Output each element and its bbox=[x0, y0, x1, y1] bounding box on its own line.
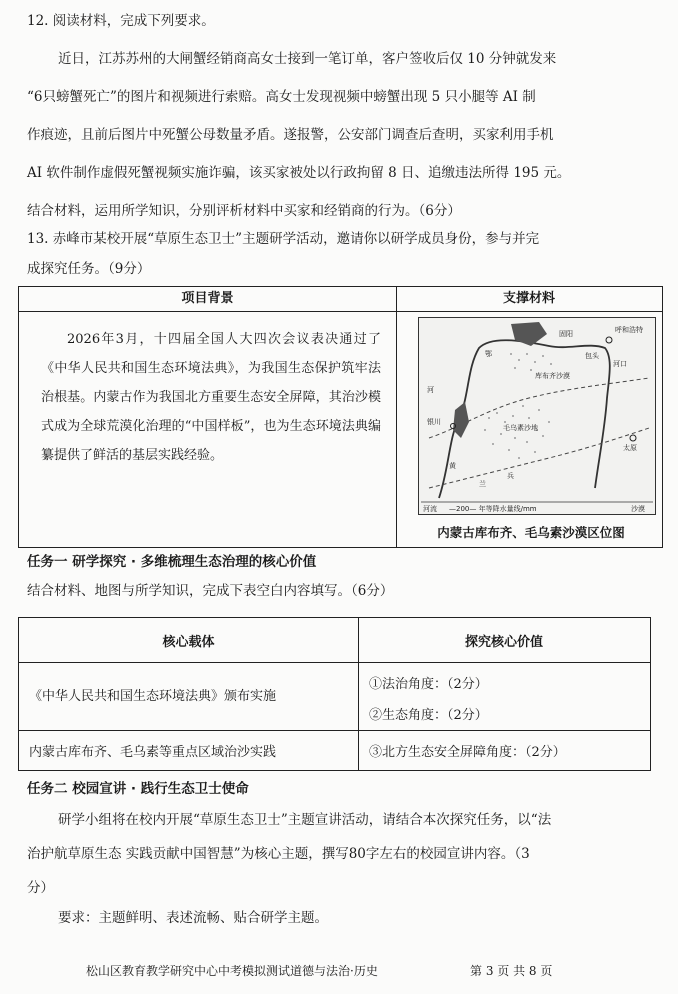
map-legend-river: 河流 bbox=[423, 505, 437, 513]
desert-location-map bbox=[418, 317, 656, 515]
row2-carrier: 内蒙古库布齐、毛乌素等重点区域治沙实践 bbox=[29, 745, 277, 760]
task1-instruction: 结合材料、地图与所学知识，完成下表空白内容填写。（6分） bbox=[27, 583, 394, 599]
task1-title: 任务一 研学探究 · 多维梳理生态治理的核心价值 bbox=[27, 554, 317, 570]
core-value-table bbox=[18, 617, 651, 771]
header-core-carrier: 核心载体 bbox=[162, 635, 215, 650]
project-table bbox=[18, 286, 663, 548]
q13-line-2: 成探究任务。（9分） bbox=[27, 261, 151, 277]
task2-line-2: 治护航草原生态 实践贡献中国智慧”为核心主题，撰写80字左右的校园宣讲内容。（3 bbox=[27, 846, 530, 862]
map-label-hekou: 河口 bbox=[613, 360, 627, 368]
map-caption: 内蒙古库布齐、毛乌素沙漠区位图 bbox=[437, 525, 625, 540]
row1-value-ecology: ②生态角度：（2分） bbox=[369, 708, 488, 723]
task2-title: 任务二 校园宣讲 · 践行生态卫士使命 bbox=[27, 781, 249, 797]
q12-line-4: AI 软件制作虚假死蟹视频实施诈骗，该买家被处以行政拘留 8 日、追缴违法所得 195 元。 bbox=[27, 165, 571, 181]
map-label-yinchuan: 银川 bbox=[427, 418, 441, 426]
task2-line-3: 分） bbox=[27, 880, 54, 896]
row1-value-law: ①法治角度：（2分） bbox=[369, 677, 488, 692]
map-label-hohhot: 呼和浩特 bbox=[615, 326, 643, 334]
footer-exam-name: 松山区教育教学研究中心中考模拟测试道德与法治·历史 bbox=[86, 964, 378, 978]
project-background-text: 2026年3月，十四届全国人大四次会议表决通过了《中华人民共和国生态环境法典》，为我国生态保护筑牢法治根基。内蒙古作为我国北方重要生态安全屏障，其治沙模式成为全球荒漠化治理的“中国样板”，也为生态环境法典编纂提供了鲜活的基层实践经验。 bbox=[41, 332, 381, 463]
map-label-guyang: 固阳 bbox=[559, 330, 573, 338]
map-label-he: 河 bbox=[427, 386, 434, 394]
q12-line-1: 近日，江苏苏州的大闸蟹经销商高女士接到一笔订单，客户签收后仅 10 分钟就发来 bbox=[58, 51, 557, 67]
map-label-baotou: 包头 bbox=[585, 352, 599, 360]
row1-carrier: 《中华人民共和国生态环境法典》颁布实施 bbox=[29, 689, 277, 704]
header-supporting-material: 支撑材料 bbox=[396, 287, 662, 312]
map-legend-rainfall: —200— 年等降水量线/mm bbox=[449, 505, 537, 513]
map-legend-desert: 沙漠 bbox=[631, 505, 645, 513]
map-label-bing: 兵 bbox=[507, 472, 514, 480]
q12-title: 12. 阅读材料，完成下列要求。 bbox=[27, 13, 215, 29]
q13-line-1: 13. 赤峰市某校开展“草原生态卫士”主题研学活动，邀请你以研学成员身份，参与并完 bbox=[27, 231, 540, 247]
task2-requirement: 要求：主题鲜明、表述流畅、贴合研学主题。 bbox=[58, 910, 328, 926]
map-label-taiyuan: 太原 bbox=[623, 444, 637, 452]
map-label-e: 鄂 bbox=[485, 350, 492, 358]
row2-value-barrier: ③北方生态安全屏障角度：（2分） bbox=[369, 745, 566, 760]
header-core-value: 探究核心价值 bbox=[464, 635, 543, 650]
header-project-background: 项目背景 bbox=[19, 287, 396, 312]
footer-page-number: 第 3 页 共 8 页 bbox=[470, 964, 553, 978]
q12-line-2: “6只螃蟹死亡”的图片和视频进行索赔。高女士发现视频中螃蟹出现 5 只小腿等 AI 制 bbox=[27, 89, 536, 105]
task2-line-1: 研学小组将在校内开展“草原生态卫士”主题宣讲活动，请结合本次探究任务，以“法 bbox=[58, 812, 552, 828]
map-label-kubuqi: 库布齐沙漠 bbox=[535, 372, 570, 380]
map-label-lan: 兰 bbox=[479, 480, 486, 488]
q12-line-5: 结合材料，运用所学知识，分别评析材料中买家和经销商的行为。（6分） bbox=[27, 203, 461, 219]
q12-line-3: 作痕迹，且前后图片中死蟹公母数量矛盾。遂报警，公安部门调查后查明，买家利用手机 bbox=[27, 127, 554, 143]
map-label-huang: 黄 bbox=[449, 462, 456, 470]
map-label-muus: 毛乌素沙地 bbox=[503, 424, 538, 432]
